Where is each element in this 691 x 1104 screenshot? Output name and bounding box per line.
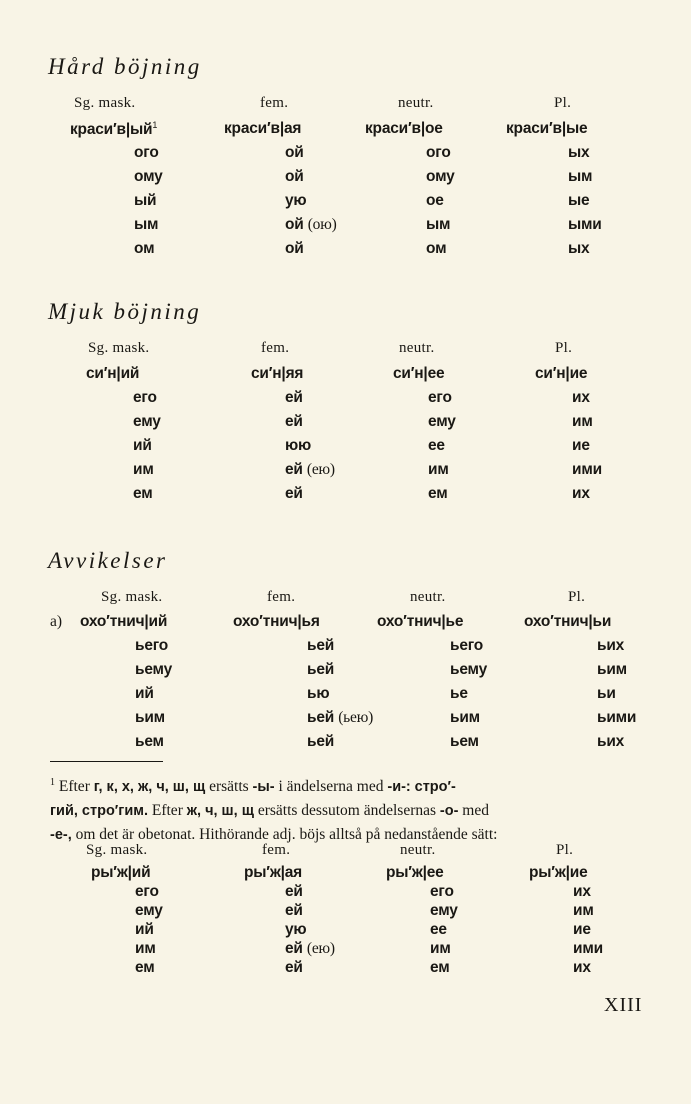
table-cell: ого [134,144,159,161]
col-header-neutr: neutr. [398,95,434,111]
table-cell: ую [285,921,307,938]
table-cell: ему [430,902,458,919]
table-cell: охо′тнич|ье [377,613,464,630]
table-cell: ьем [135,733,164,750]
col-header-neutr: neutr. [410,589,446,605]
col-header-sg-mask: Sg. mask. [88,340,150,356]
table-cell: ом [134,240,155,257]
table-cell: ей [285,883,303,900]
table-cell: $краси'в|ый^1$ [70,120,158,139]
table-cell: ем [133,485,153,502]
col-header-pl: Pl. [554,95,572,111]
table-cell: ым [134,216,159,233]
table-cell: си′н|яя [251,365,304,382]
col-header-fem: fem. [261,340,290,356]
table-cell: ры′ж|ий [91,864,151,881]
table-cell: ьем [450,733,479,750]
table-cell: охо′тнич|ья [233,613,320,630]
table-cell: ры′ж|ие [529,864,588,881]
table-cell: их [573,959,591,976]
col-header-sg-mask: Sg. mask. [74,95,136,111]
section-heading-hard: Hård böjning [48,54,202,79]
table-cell: ьим [135,709,165,726]
table-cell: краси′в|ое [365,120,443,137]
table-cell: ей (ею) [285,461,335,478]
table-cell: ем [135,959,155,976]
alt-ending: (ею) [306,940,335,957]
table-cell: ое [426,192,444,209]
page-number: XIII [604,994,643,1016]
table-cell: ьих [597,733,625,750]
table-cell: юю [285,437,312,454]
table-cell: им [428,461,449,478]
table-cell: им [430,940,451,957]
table-cell: ьей [307,733,335,750]
table-cell: ей [285,959,303,976]
table-cell: ий [135,921,154,938]
table-cell: им [573,902,594,919]
section-heading-mjuk: Mjuk böjning [48,299,202,324]
table-cell: ем [428,485,448,502]
table-cell: ем [430,959,450,976]
table-cell: ьего [135,637,169,654]
table-cell: их [573,883,591,900]
table-cell: им [133,461,154,478]
table-cell: ых [568,144,590,161]
table-cell: ьей [307,661,335,678]
table-cell: его [135,883,159,900]
table-cell: охо′тнич|ьи [524,613,612,630]
col-header-pl: Pl. [555,340,573,356]
table-cell: ему [133,413,161,430]
table-cell: ьи [597,685,616,702]
table-cell: его [428,389,452,406]
table-cell: ее [428,437,445,454]
table-cell: ьим [450,709,480,726]
table-cell: ому [134,168,163,185]
col-header-neutr: neutr. [399,340,435,356]
alt-ending: (ьею) [338,709,374,726]
table-cell: ее [430,921,447,938]
table-cell: ыми [568,216,602,233]
table-cell: ой (ою) [285,216,337,233]
table-cell: ры′ж|ая [244,864,303,881]
table-cell: краси′в|ые [506,120,588,137]
table-cell: ие [572,437,590,454]
table-cell: ую [285,192,307,209]
table-cell: ьему [135,661,173,678]
col-header-pl: Pl. [556,842,574,858]
table-cell: ом [426,240,447,257]
table-cell: им [135,940,156,957]
table-cell: ью [307,685,330,702]
table-cell: ому [426,168,455,185]
footnote-number: 1 [50,777,55,788]
table-cell: его [133,389,157,406]
table-cell: ры′ж|ее [386,864,444,881]
table-cell: ему [135,902,163,919]
table-cell: ими [572,461,602,478]
table-cell: ым [568,168,593,185]
table-cell: ой [285,144,304,161]
table-cell: ьему [450,661,488,678]
table-cell: ей [285,413,303,430]
col-header-fem: fem. [260,95,289,111]
table-cell: ьей [307,637,335,654]
table-cell: ий [133,437,152,454]
table-cell: си′н|ий [86,365,140,382]
footnote: $^1$ Efter г, к, х, ж, ч, ш, щ ersätts -ы- i ändelserna med -и-: стро′- гий, стро′гим. Efter ж, ч, ш, щ ersätts dessutom ändelsernas -о- med -е-, om det är obetonat. Hithörande adj. böjs alltså på nedanstående sätt: [50,777,498,844]
table-cell: ей [285,485,303,502]
table-cell: ого [426,144,451,161]
table-cell: их [572,485,590,502]
table-cell: его [430,883,454,900]
col-header-sg-mask: Sg. mask. [86,842,148,858]
table-cell: ему [428,413,456,430]
alt-ending: (ею) [306,461,335,478]
table-cell: ьим [597,661,627,678]
table-cell: охо′тнич|ий [80,613,168,630]
table-cell: ей [285,902,303,919]
table-cell: ым [426,216,451,233]
table-cell: ьими [597,709,637,726]
table-cell: ой [285,168,304,185]
table-cell: ой [285,240,304,257]
table-cell: ый [134,192,157,209]
table-cell: им [572,413,593,430]
alt-ending: (ою) [307,216,337,233]
table-cell: ий [135,685,154,702]
table-cell: ых [568,240,590,257]
table-cell: ье [450,685,468,702]
table-cell: ьего [450,637,484,654]
table-cell: ие [573,921,591,938]
table-cell: их [572,389,590,406]
table-cell: ей (ею) [285,940,335,957]
footnote-mark: 1 [152,120,158,130]
subsection-label: a) [50,613,63,630]
col-header-sg-mask: Sg. mask. [101,589,163,605]
table-cell: ые [568,192,590,209]
col-header-neutr: neutr. [400,842,436,858]
section-heading-avvikelser: Avvikelser [48,548,168,573]
table-cell: ей [285,389,303,406]
col-header-fem: fem. [267,589,296,605]
table-cell: краси′в|ая [224,120,302,137]
table-cell: ими [573,940,603,957]
table-cell: си′н|ие [535,365,588,382]
col-header-fem: fem. [262,842,291,858]
table-cell: ьих [597,637,625,654]
table-cell: си′н|ее [393,365,445,382]
table-cell: ьей (ьею) [307,709,374,726]
footnote-rule [50,761,163,762]
col-header-pl: Pl. [568,589,586,605]
